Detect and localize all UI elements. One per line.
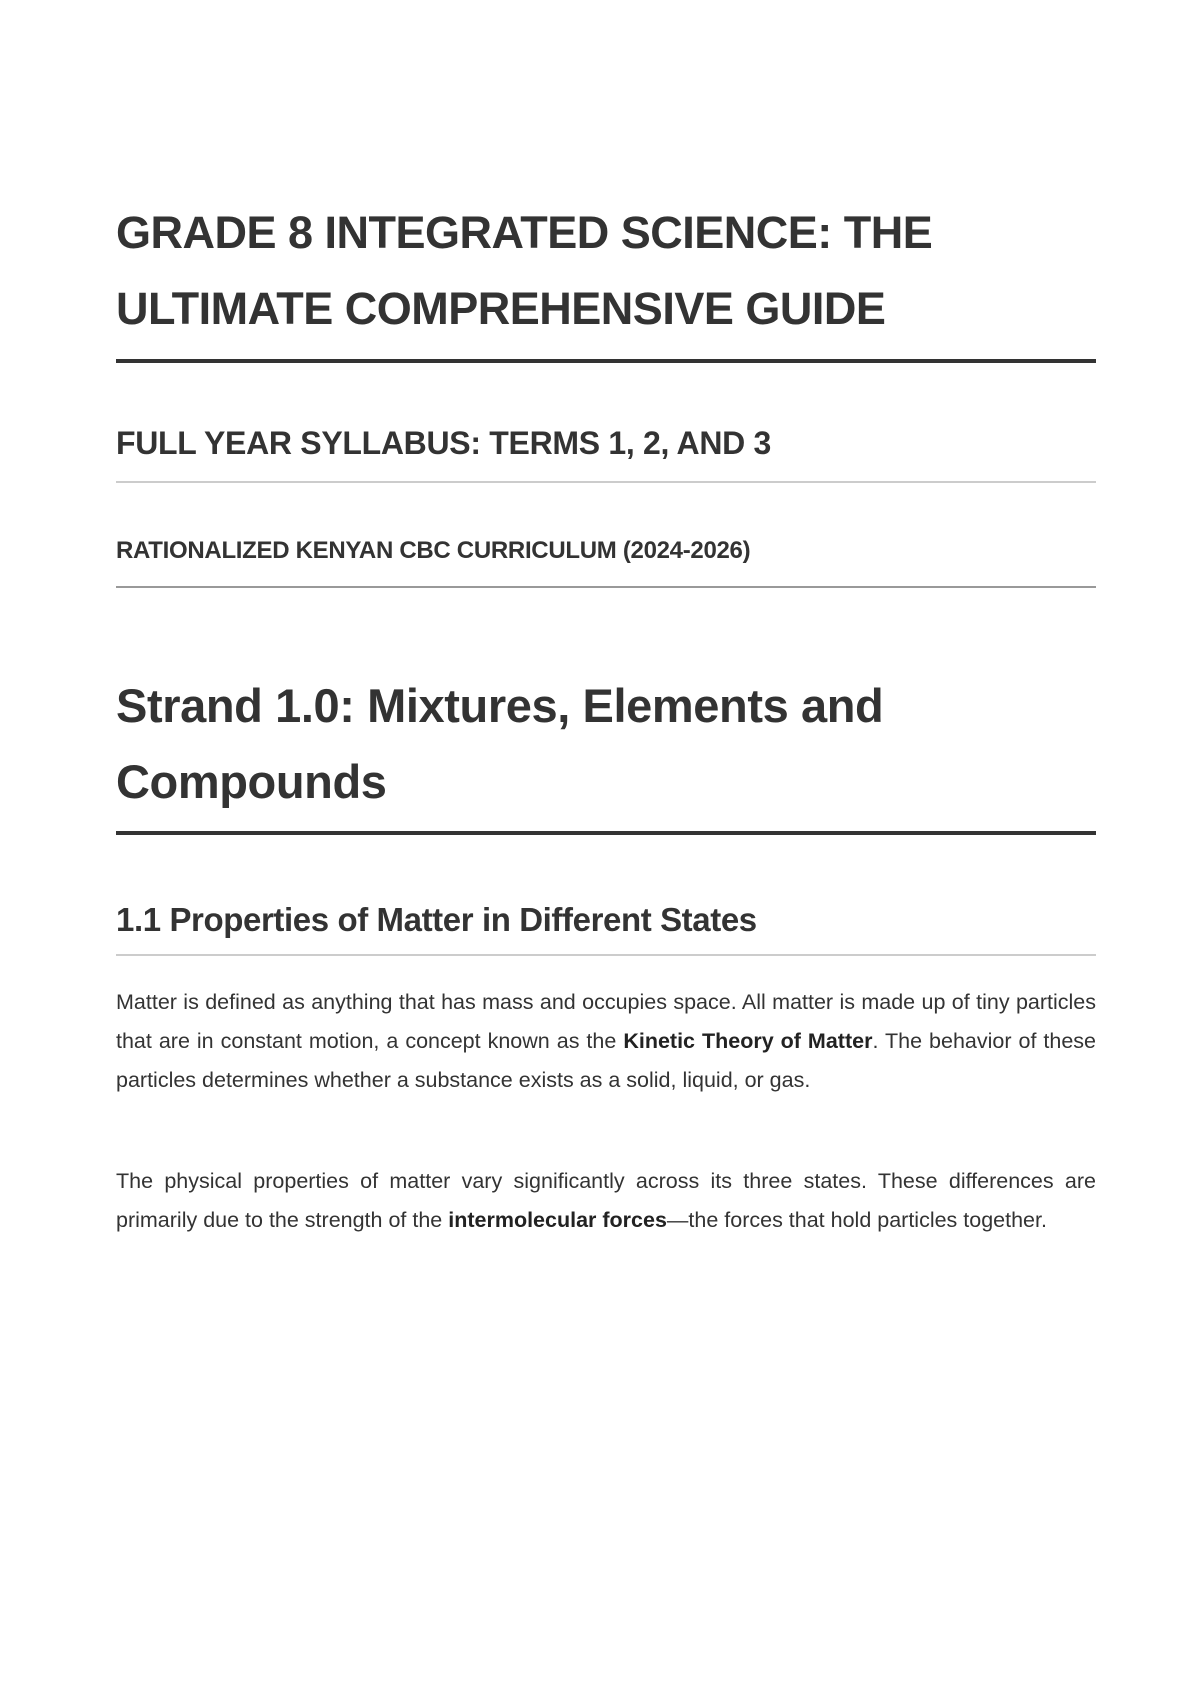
intermolecular-forces-term: intermolecular forces: [448, 1208, 667, 1232]
section-title: 1.1 Properties of Matter in Different States: [116, 901, 757, 938]
strand-divider: [116, 831, 1096, 835]
section-divider: [116, 954, 1096, 956]
body-paragraph-2: [116, 1162, 1096, 1240]
paragraph-2-text-start: The physical properties of matter vary significantly across its three states. These differences are primarily due to the strength of the: [116, 1169, 1096, 1232]
paragraph-2-text-end: —the forces that hold particles together.: [666, 1208, 1047, 1232]
paragraph-1-text-end: . The behavior of these particles determines whether a substance exists as a solid, liquid, or gas.: [116, 1029, 1097, 1092]
curriculum-divider: [116, 586, 1096, 588]
title-divider: [116, 359, 1096, 363]
subtitle-divider: [116, 481, 1096, 483]
document-title: GRADE 8 INTEGRATED SCIENCE: THE ULTIMATE COMPREHENSIVE GUIDE: [116, 207, 933, 334]
body-paragraph-1: [116, 983, 1096, 1100]
curriculum-heading: RATIONALIZED KENYAN CBC CURRICULUM (2024-2026): [116, 537, 751, 564]
kinetic-theory-term: Kinetic Theory of Matter: [623, 1029, 873, 1053]
strand-title: Strand 1.0: Mixtures, Elements and Compounds: [116, 679, 884, 808]
syllabus-subtitle: FULL YEAR SYLLABUS: TERMS 1, 2, AND 3: [116, 425, 772, 461]
paragraph-1-text-start: Matter is defined as anything that has mass and occupies space. All matter is made up of tiny particles that are in constant motion, a concept known as the: [116, 990, 1096, 1053]
